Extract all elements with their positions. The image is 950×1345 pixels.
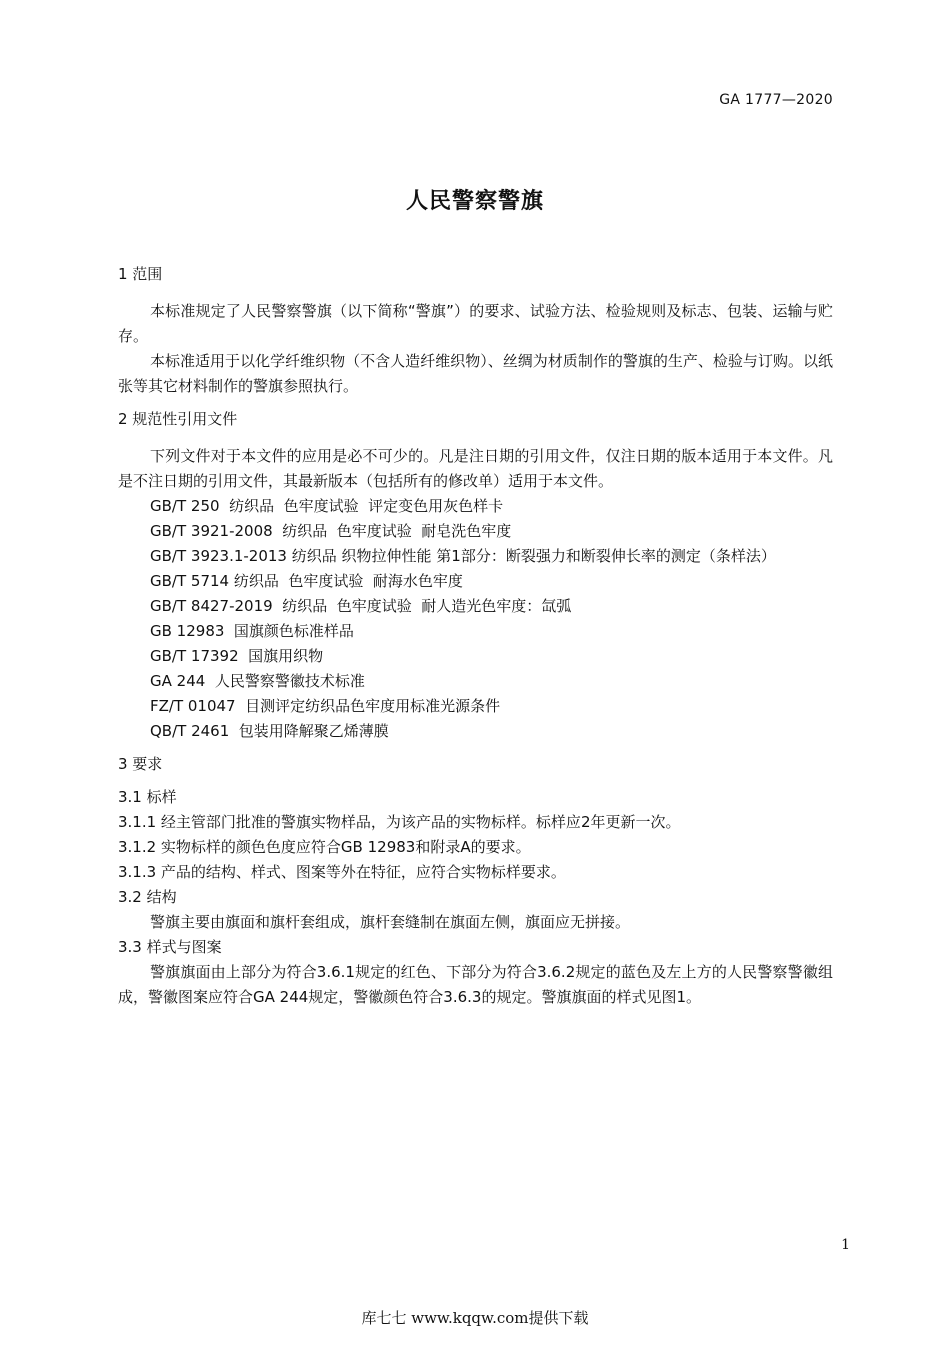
- document-body: [118, 262, 833, 1010]
- standard-code: GA 1777—2020: [719, 92, 833, 108]
- clause-3-1-1: 3.1.1 经主管部门批准的警旗实物样品，为该产品的实物标样。标样应2年更新一次。: [118, 813, 681, 831]
- reference-item: GB/T 3923.1-2013 纺织品 织物拉伸性能 第1部分：断裂强力和断裂伸长率的测定（条样法）: [150, 547, 776, 565]
- section-3-1-heading: 3.1 标样: [118, 788, 177, 806]
- section-2-heading: 2 规范性引用文件: [118, 410, 238, 428]
- section-1-heading: 1 范围: [118, 265, 163, 283]
- section-2-intro: 下列文件对于本文件的应用是必不可少的。凡是注日期的引用文件，仅注日期的版本适用于本文件。凡是不注日期的引用文件，其最新版本（包括所有的修改单）适用于本文件。: [118, 447, 833, 490]
- section-3-heading: 3 要求: [118, 755, 163, 773]
- clause-3-1-3: 3.1.3 产品的结构、样式、图案等外在特征，应符合实物标样要求。: [118, 863, 566, 881]
- document-title: 人民警察警旗: [405, 189, 544, 214]
- reference-item: GB/T 8427-2019 纺织品 色牢度试验 耐人造光色牢度：氙弧: [150, 597, 572, 615]
- section-1-paragraph-1: 本标准规定了人民警察警旗（以下简称“警旗”）的要求、试验方法、检验规则及标志、包装、运输与贮存。: [118, 302, 833, 345]
- footer-watermark-text: 库七七 www.kqqw.com提供下载: [361, 1309, 589, 1327]
- reference-item: GB/T 17392 国旗用织物: [150, 647, 324, 665]
- reference-item: GB/T 3921-2008 纺织品 色牢度试验 耐皂洗色牢度: [150, 522, 512, 540]
- reference-item: GB 12983 国旗颜色标准样品: [150, 622, 354, 640]
- clause-3-1-2: 3.1.2 实物标样的颜色色度应符合GB 12983和附录A的要求。: [118, 838, 531, 856]
- reference-item: GA 244 人民警察警徽技术标准: [150, 672, 365, 690]
- reference-item: FZ/T 01047 目测评定纺织品色牢度用标准光源条件: [150, 697, 501, 715]
- reference-item: GB/T 5714 纺织品 色牢度试验 耐海水色牢度: [150, 572, 463, 590]
- page-number: 1: [841, 1237, 850, 1253]
- section-3-2-heading: 3.2 结构: [118, 888, 177, 906]
- section-1-paragraph-2: 本标准适用于以化学纤维织物（不含人造纤维织物）、丝绸为材质制作的警旗的生产、检验与订购。以纸张等其它材料制作的警旗参照执行。: [118, 352, 833, 395]
- section-3-3-heading: 3.3 样式与图案: [118, 938, 222, 956]
- section-3-2-paragraph: 警旗主要由旗面和旗杆套组成，旗杆套缝制在旗面左侧，旗面应无拼接。: [150, 913, 631, 931]
- reference-item: QB/T 2461 包装用降解聚乙烯薄膜: [150, 722, 389, 740]
- reference-item: GB/T 250 纺织品 色牢度试验 评定变色用灰色样卡: [150, 497, 504, 515]
- section-3-3-paragraph: 警旗旗面由上部分为符合3.6.1规定的红色、下部分为符合3.6.2规定的蓝色及左上方的人民警察警徽组成，警徽图案应符合GA 244规定，警徽颜色符合3.6.3的规定。警旗旗面的样式见图1。: [118, 963, 833, 1006]
